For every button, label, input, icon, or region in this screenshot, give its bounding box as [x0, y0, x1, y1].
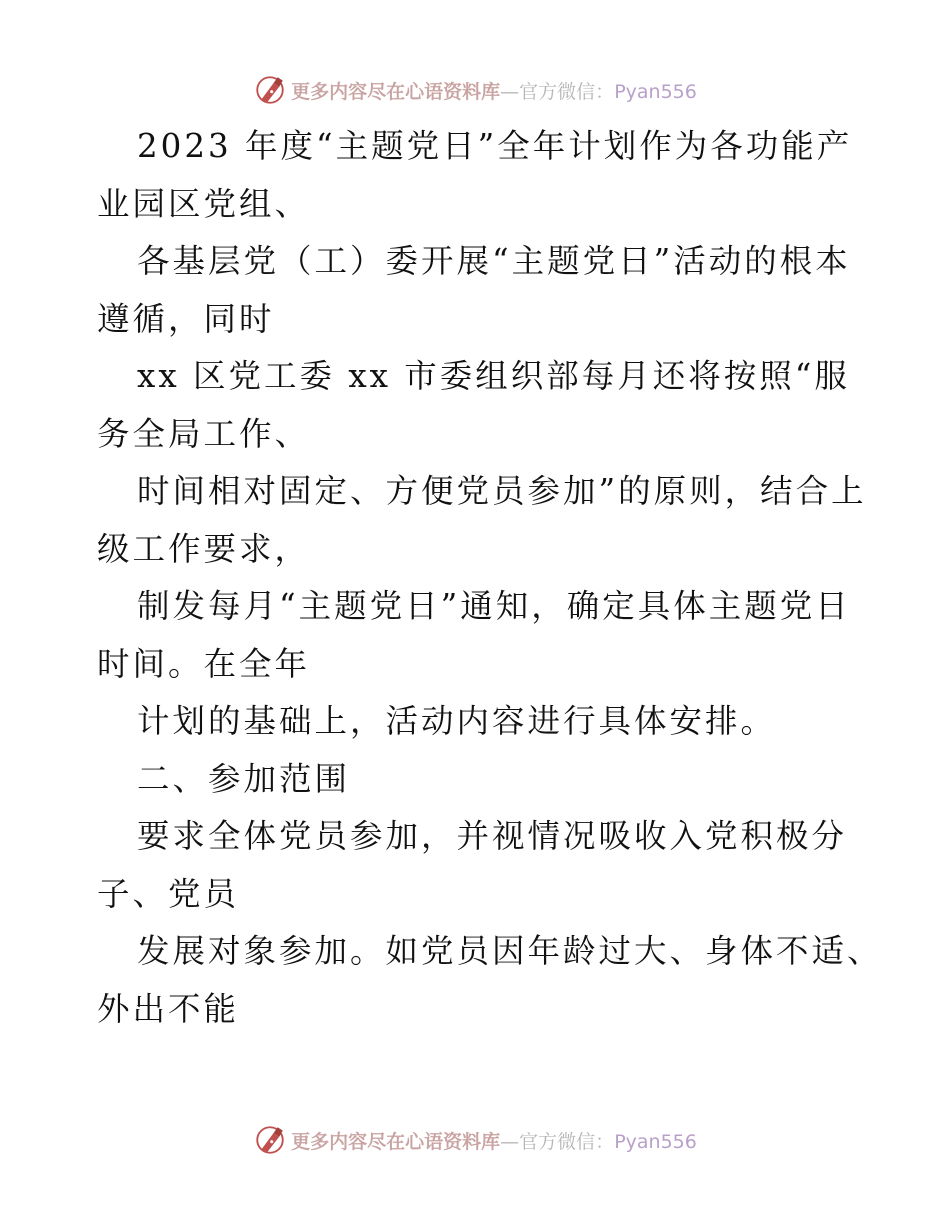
- watermark-wechat-id: Pyan556: [614, 1130, 697, 1153]
- body-line: 遵循，同时: [97, 299, 275, 338]
- body-line: 子、党员: [97, 874, 240, 913]
- footer-watermark: [0, 1120, 950, 1160]
- body-line: 2023 年度“主题党日”全年计划作为各功能产: [137, 127, 853, 165]
- body-line: 制发每月“主题党日”通知，确定具体主题党日: [137, 587, 851, 625]
- watermark-separator: —: [500, 1130, 520, 1153]
- body-line: 要求全体党员参加，并视情况吸收入党积极分: [137, 817, 848, 855]
- watermark-separator: —: [500, 80, 520, 103]
- watermark-wechat-label: 官方微信：: [519, 1130, 615, 1153]
- watermark-text: [291, 1127, 697, 1154]
- body-line: 业园区党组、: [97, 184, 311, 223]
- body-line: 外出不能: [97, 989, 240, 1028]
- watermark-wechat-label: 官方微信：: [519, 80, 615, 103]
- body-line: 发展对象参加。如党员因年龄过大、身体不适、: [137, 932, 883, 970]
- header-watermark: [0, 70, 950, 110]
- body-line: 各基层党（工）委开展“主题党日”活动的根本: [137, 242, 851, 280]
- watermark-brand: 更多内容尽在心语资料库: [291, 80, 501, 103]
- section-heading: 二、参加范围: [137, 759, 351, 798]
- document-body: [97, 118, 883, 1038]
- pen-nib-logo-icon: [253, 1123, 287, 1157]
- body-line: 级工作要求，: [97, 529, 311, 568]
- body-line: 务全局工作、: [97, 414, 311, 453]
- watermark-text: [291, 77, 697, 104]
- body-line: xx 区党工委 xx 市委组织部每月还将按照“服: [137, 357, 850, 395]
- body-line: 时间。在全年: [97, 644, 311, 683]
- body-line: 计划的基础上，活动内容进行具体安排。: [137, 702, 777, 740]
- pen-nib-logo-icon: [253, 73, 287, 107]
- body-line: 时间相对固定、方便党员参加”的原则，结合上: [137, 472, 867, 510]
- watermark-brand: 更多内容尽在心语资料库: [291, 1130, 501, 1153]
- watermark-wechat-id: Pyan556: [614, 80, 697, 103]
